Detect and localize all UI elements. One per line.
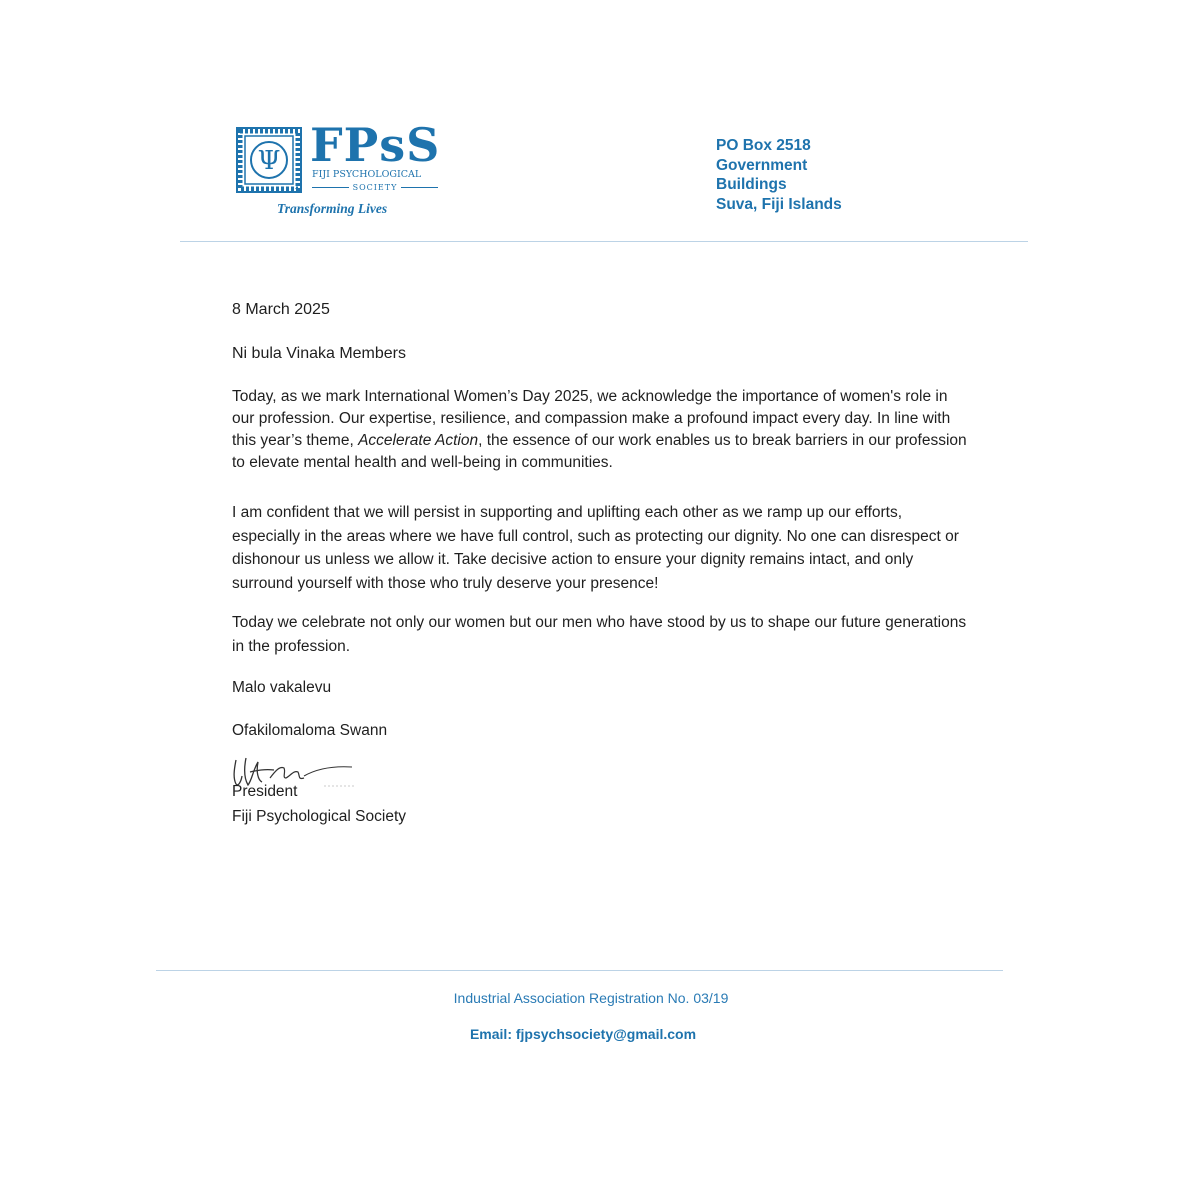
theme-name: Accelerate Action xyxy=(358,432,479,449)
letter-date: 8 March 2025 xyxy=(232,301,330,318)
contact-email[interactable]: Email: fjpsychsociety@gmail.com xyxy=(469,1026,697,1042)
address-line-1: PO Box 2518 xyxy=(716,137,811,154)
logo-rule-right xyxy=(401,187,438,188)
footer-divider xyxy=(156,970,1003,971)
signer-title: President xyxy=(232,783,298,800)
header-divider xyxy=(180,241,1028,242)
address-line-3: Buildings xyxy=(716,176,787,193)
logo-tagline: Transforming Lives xyxy=(277,201,388,216)
paragraph-1-part-a: Today, as we mark International Women’s Day 2025, we acknowledge the importance of women's role in our profession. Our expertise, resilience, and compassion make a profound impact every day. In line with this year’s theme, xyxy=(232,388,951,449)
registration-number: Industrial Association Registration No. 03/19 xyxy=(453,990,729,1006)
paragraph-1-part-b: , the essence of our work enables us to break barriers in our profession to elevate mental health and well-being in communities. xyxy=(232,432,967,471)
logo-abbreviation: FPsS xyxy=(310,118,441,172)
paragraph-2: I am confident that we will persist in supporting and uplifting each other as we ramp up our efforts, especially in the areas where we have full control, such as protecting our dignity. No one can disrespect or dishonour us unless we allow it. Take decisive action to ensure your dignity remains intact, and only surround yourself with those who truly deserve your presence! xyxy=(232,504,959,592)
letter-greeting: Ni bula Vinaka Members xyxy=(232,345,407,362)
address-line-4: Suva, Fiji Islands xyxy=(716,195,842,213)
paragraph-1 xyxy=(232,386,972,474)
paragraph-3: Today we celebrate not only our women but our men who have stood by us to shape our future generations in the profession. xyxy=(232,614,967,655)
address-line-2: Government xyxy=(716,156,808,174)
logo-full-name: FIJI PSYCHOLOGICAL xyxy=(312,169,422,180)
signer-organization: Fiji Psychological Society xyxy=(232,808,407,825)
postal-address xyxy=(716,136,842,214)
society-logo-emblem xyxy=(236,127,302,193)
logo-society-row xyxy=(312,181,438,193)
svg-text:Ψ: Ψ xyxy=(257,146,281,176)
signer-name: Ofakilomaloma Swann xyxy=(232,722,388,739)
letter-closing: Malo vakalevu xyxy=(232,679,332,696)
logo-society-word: SOCIETY xyxy=(352,182,398,192)
logo-rule-left xyxy=(312,187,349,188)
